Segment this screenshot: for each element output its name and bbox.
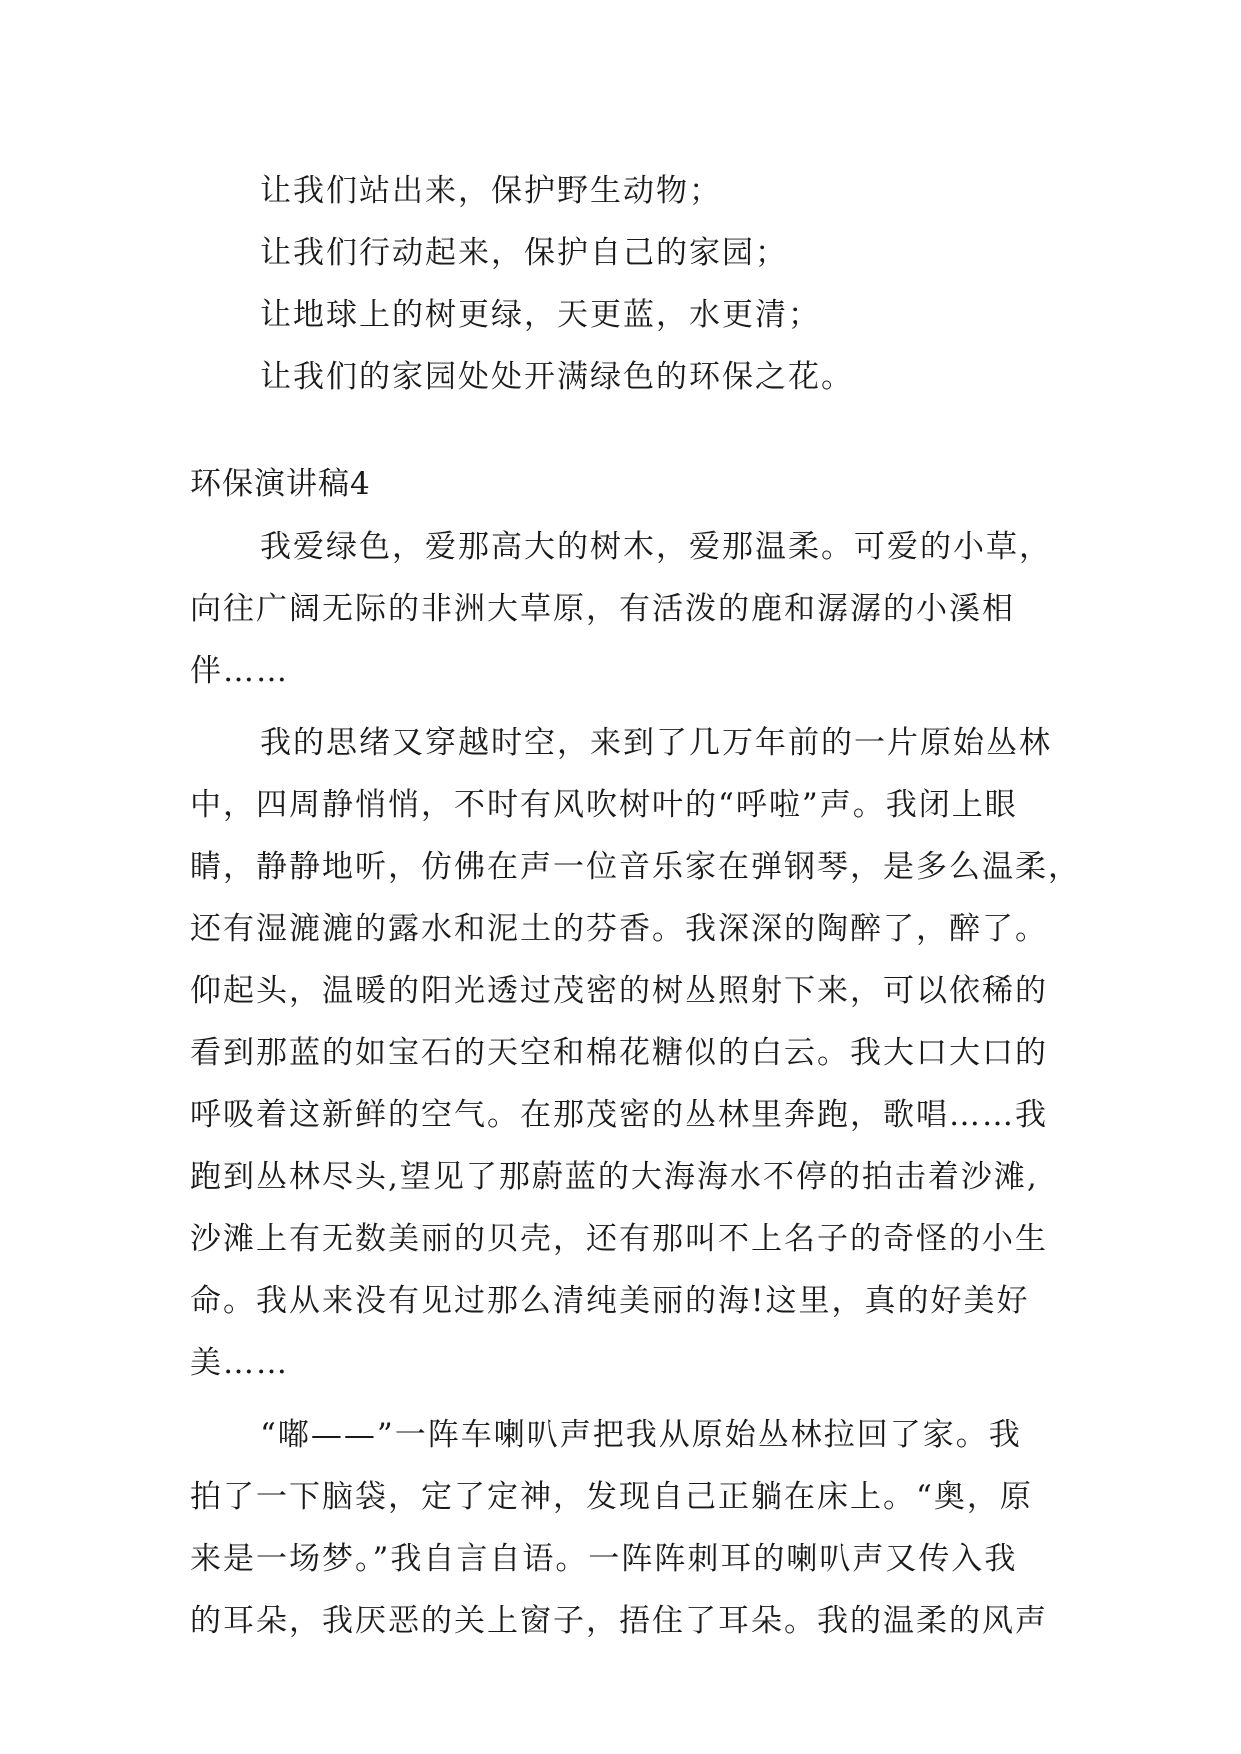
paragraph-1 — [190, 516, 1070, 702]
section-title: 环保演讲稿4 — [190, 466, 371, 502]
paragraph-line: 命。我从来没有见过那么清纯美丽的海!这里，真的好美好 — [190, 1283, 1030, 1319]
paragraph-line: 伴…… — [190, 653, 289, 689]
paragraph-line: 中，四周静悄悄，不时有风吹树叶的“呼啦”声。我闭上眼 — [190, 787, 1018, 823]
paragraph-line: 向往广阔无际的非洲大草原，有活泼的鹿和潺潺的小溪相 — [190, 591, 1015, 627]
document-page — [190, 160, 1081, 1652]
paragraph-line: 拍了一下脑袋，定了定神，发现自己正躺在床上。“奥，原 — [190, 1479, 1033, 1515]
paragraph-line: 我的思绪又穿越时空，来到了几万年前的一片原始丛林 — [260, 725, 1052, 761]
paragraph-line: 的耳朵，我厌恶的关上窗子，捂住了耳朵。我的温柔的风声 — [190, 1603, 1048, 1639]
intro-line: 让我们站出来，保护野生动物； — [260, 173, 722, 209]
paragraph-line: 仰起头，温暖的阳光透过茂密的树丛照射下来，可以依稀的 — [190, 973, 1048, 1009]
paragraph-line: 看到那蓝的如宝石的天空和棉花糖似的白云。我大口大口的 — [190, 1035, 1048, 1071]
paragraph-line: 沙滩上有无数美丽的贝壳，还有那叫不上名子的奇怪的小生 — [190, 1221, 1048, 1257]
paragraph-line: 我爱绿色，爱那高大的树木，爱那温柔。可爱的小草， — [260, 529, 1052, 565]
intro-line: 让地球上的树更绿，天更蓝，水更清； — [260, 297, 821, 333]
paragraph-line: 跑到丛林尽头,望见了那蔚蓝的大海海水不停的拍击着沙滩, — [190, 1159, 1039, 1195]
paragraph-line: “嘟——”一阵车喇叭声把我从原始丛林拉回了家。我 — [260, 1417, 1022, 1453]
paragraph-2 — [190, 712, 1081, 1394]
paragraph-line: 美…… — [190, 1345, 289, 1381]
paragraph-line: 来是一场梦。”我自言自语。一阵阵刺耳的喇叭声又传入我 — [190, 1541, 1018, 1577]
paragraph-line: 还有湿漉漉的露水和泥土的芬香。我深深的陶醉了，醉了。 — [190, 911, 1048, 947]
intro-block — [190, 160, 1070, 408]
paragraph-3 — [190, 1404, 1070, 1652]
intro-line: 让我们行动起来，保护自己的家园； — [260, 235, 788, 271]
paragraph-line: 呼吸着这新鲜的空气。在那茂密的丛林里奔跑，歌唱……我 — [190, 1097, 1048, 1133]
intro-line: 让我们的家园处处开满绿色的环保之花。 — [260, 359, 854, 395]
paragraph-line: 睛，静静地听，仿佛在声一位音乐家在弹钢琴，是多么温柔， — [190, 849, 1081, 885]
